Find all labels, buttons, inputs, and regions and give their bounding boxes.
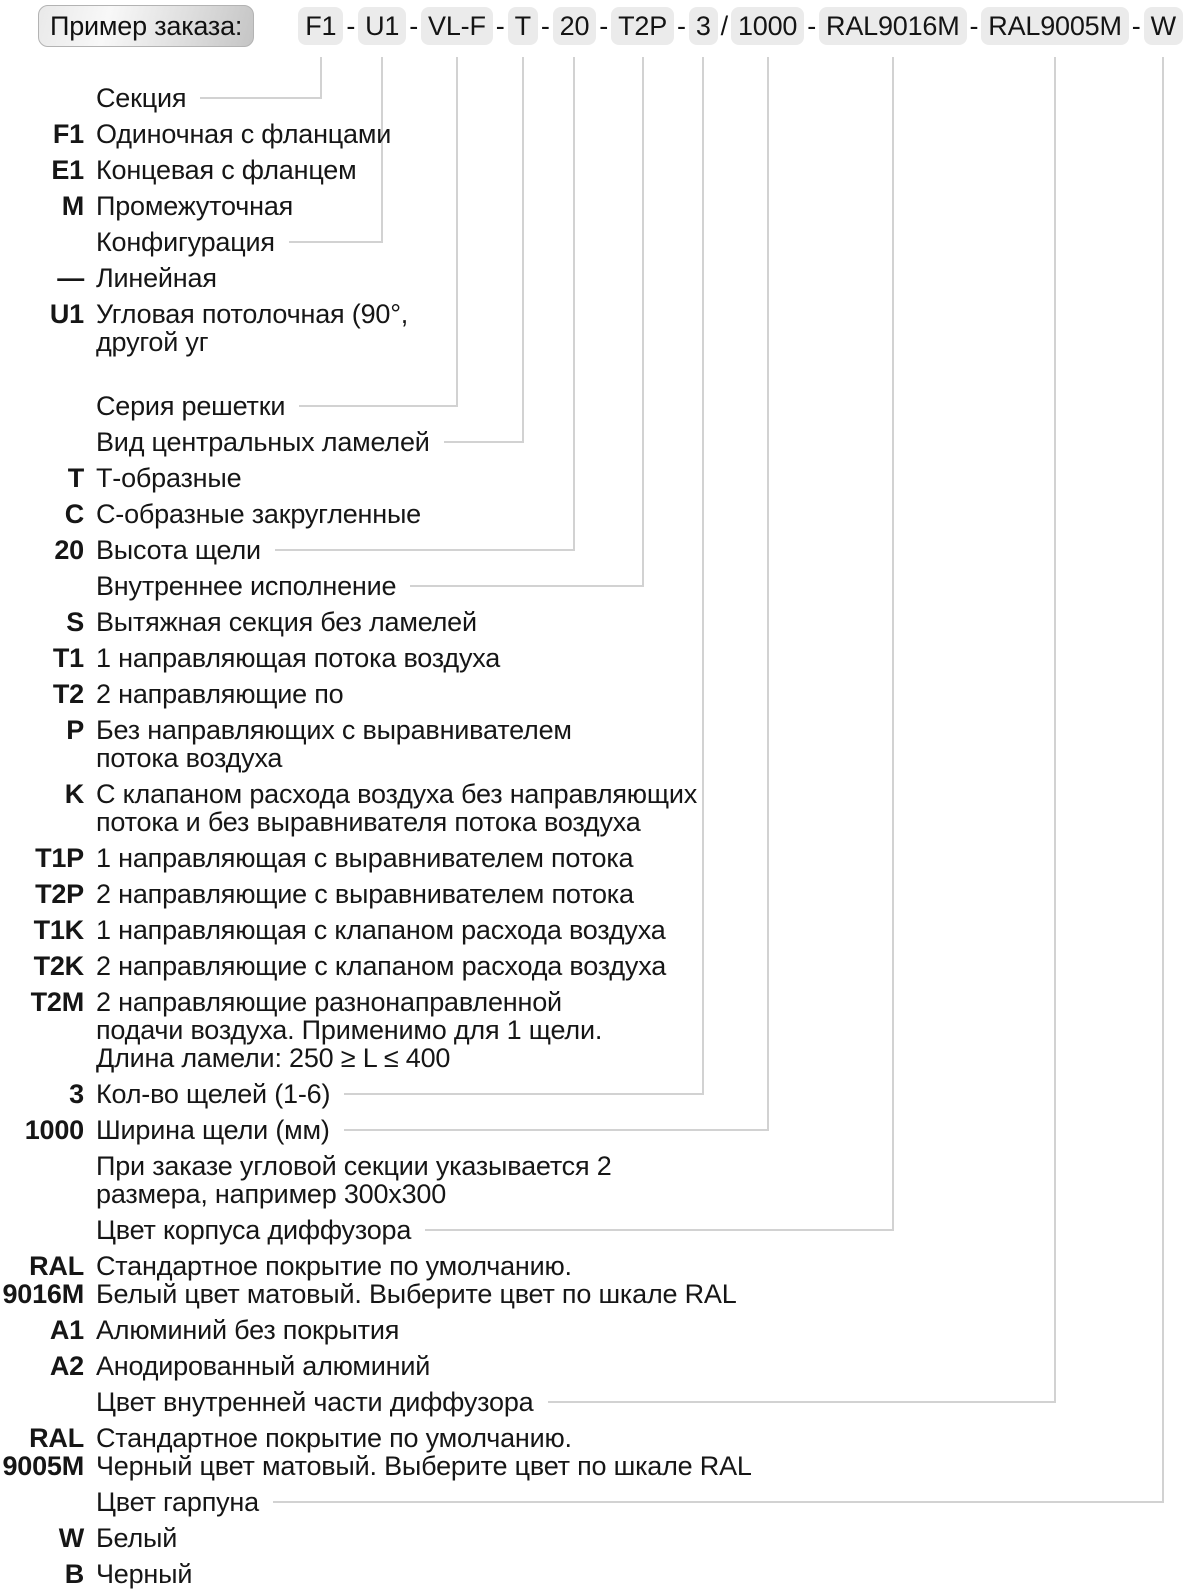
entry-text [96,1216,411,1244]
code-segment-t: T [508,7,538,45]
entry-code [0,1488,84,1516]
entry-text-line: Белый [96,1523,178,1553]
legend-entry-a1 [0,1316,1200,1344]
entry-code: T1K [33,915,84,945]
entry-code: A1 [49,1315,84,1345]
entry-code: P [66,715,84,745]
legend-header-u1 [0,228,1200,256]
legend-entry-3 [0,1080,1200,1108]
entry-code: M [61,191,84,221]
entry-text-line: Угловая потолочная (90°, [96,299,409,329]
entry-text-line: Промежуточная [96,191,294,221]
entry-text [96,228,275,256]
entry-text [96,1488,259,1516]
code-segment-1000: 1000 [731,7,804,45]
entry-text [96,644,500,672]
legend-entry-w [0,1524,1200,1552]
code-segment-20: 20 [553,7,597,45]
legend-entry-f1 [0,120,1200,148]
entry-text-line: 2 направляющие по [96,679,344,709]
entry-code: E1 [51,155,84,185]
entry-text [96,1316,399,1344]
legend-entry-t2m [0,988,1200,1072]
segment-separator: - [495,11,505,41]
segment-separator: - [1131,11,1141,41]
legend-header-t2p [0,572,1200,600]
entry-text: Стандартное покрытие по умолчанию. Белый цвет матовый. Выберите цвет по шкале RAL [96,1251,737,1309]
legend-entry-t1 [0,644,1200,672]
entry-text-line: Конфигурация [96,227,275,257]
legend-entry-t1p [0,844,1200,872]
entry-code: T2 [52,679,84,709]
entry-text-line: 2 направляющие разнонаправленной [96,987,562,1017]
entry-text [96,1080,330,1108]
entry-code [0,1388,84,1416]
entry-text: При заказе угловой секции указывается 2 размера, например 300x300 [96,1151,612,1209]
entry-text-line: Секция [96,83,187,113]
entry-text-line: 1 направляющая потока воздуха [96,643,501,673]
entry-code: T2M [30,987,84,1017]
entry-text [96,84,186,112]
entry-code: 1000 [24,1115,84,1145]
legend-entry-e1 [0,156,1200,184]
segment-separator: - [540,11,550,41]
legend-header-ral9005m [0,1388,1200,1416]
legend-header-t [0,428,1200,456]
code-segments [298,7,1183,45]
legend-header-ral9016m [0,1216,1200,1244]
entry-code: T2P [35,879,84,909]
code-segment-3: 3 [689,7,718,45]
entry-text-line: Одиночная с фланцами [96,119,392,149]
code-segment-vl-f: VL-F [421,7,493,45]
segment-separator: - [599,11,609,41]
legend-header-w [0,1488,1200,1516]
entry-text [96,880,634,908]
entry-text-line: Цвет гарпуна [96,1487,259,1517]
entry-text-line: Цвет корпуса диффузора [96,1215,412,1245]
entry-code: T1 [52,643,84,673]
entry-text [96,192,293,220]
entry-code: A2 [49,1351,84,1381]
entry-text [96,1560,192,1588]
entry-text-line: Черный [96,1559,193,1589]
legend-entry-b [0,1560,1200,1588]
code-segment-f1: F1 [298,7,343,45]
entry-text: 2 направляющие разнонаправленной подачи воздуха. Применимо для 1 щели. Длина ламели: 250 ≥ L ≤ 400 [96,987,603,1073]
entry-text [96,500,421,528]
entry-text [96,952,666,980]
legend-entry-note [0,1152,1200,1208]
entry-text-line: Высота щели [96,535,261,565]
segment-separator: - [807,11,817,41]
entry-code: RAL 9005M [2,1423,84,1481]
entry-text-line: 2 направляющие с клапаном расхода воздуха [96,951,667,981]
entry-text-line: 2 направляющие с выравнивателем потока [96,879,634,909]
code-segment-t2p: T2P [611,7,674,45]
entry-text: Стандартное покрытие по умолчанию. Черный цвет матовый. Выберите цвет по шкале RAL [96,1423,752,1481]
entry-text-line: Стандартное покрытие по умолчанию. [96,1423,572,1453]
legend-entry-a2 [0,1352,1200,1380]
entry-text-line: Серия решетки [96,391,286,421]
entry-text: Угловая потолочная (90°, другой уг [96,299,409,357]
entry-text [96,1352,430,1380]
entry-text [96,156,356,184]
legend-entry-20 [0,536,1200,564]
entry-code: — [57,263,84,293]
code-segment-ral9016m: RAL9016M [819,7,966,45]
entry-code: T2K [33,951,84,981]
entry-code: U1 [49,299,84,329]
entry-text-line: Внутреннее исполнение [96,571,397,601]
entry-text [96,264,217,292]
legend-entry-t1k [0,916,1200,944]
entry-text [96,392,285,420]
legend-entry-t [0,464,1200,492]
legend-entry-t2 [0,680,1200,708]
entry-text-line: Ширина щели (мм) [96,1115,330,1145]
segment-separator: - [677,11,686,41]
entry-text [96,572,396,600]
entry-text-line: 1 направляющая с клапаном расхода воздуха [96,915,666,945]
entry-code: B [64,1559,84,1589]
entry-text-line: Вытяжная секция без ламелей [96,607,477,637]
entry-code: W [58,1523,84,1553]
entry-text [96,1524,177,1552]
entry-text [96,428,430,456]
entry-code: C [64,499,84,529]
entry-text [96,916,666,944]
segment-slash: / [720,11,728,41]
entry-code: 3 [69,1079,84,1109]
entry-text [96,608,477,636]
entry-text-line: Цвет внутренней части диффузора [96,1387,534,1417]
legend-entry-1000 [0,1116,1200,1144]
entry-code: S [66,607,84,637]
entry-text [96,1388,534,1416]
entry-text-line: Вид центральных ламелей [96,427,430,457]
entry-text [96,536,261,564]
entry-text-line: Концевая с фланцем [96,155,357,185]
entry-text: Без направляющих с выравнивателем потока воздуха [96,715,572,773]
code-segment-u1: U1 [358,7,406,45]
legend-entry-p [0,716,1200,772]
entry-code: T1P [35,843,84,873]
legend-entry-c [0,500,1200,528]
legend-entry-s [0,608,1200,636]
legend-header-f1 [0,84,1200,112]
entry-code: K [64,779,84,809]
entry-code [0,228,84,256]
code-segment-w: W [1144,7,1183,45]
legend-entry-k [0,780,1200,836]
legend-entry-dash [0,264,1200,292]
order-code-bar [38,5,1183,47]
entry-code: 20 [54,535,84,565]
entry-code [0,392,84,420]
segment-separator: - [409,11,419,41]
legend-header-vl-f [0,392,1200,420]
entry-text [96,464,241,492]
code-segment-ral9005m: RAL9005M [981,7,1128,45]
entry-code: T [67,463,84,493]
entry-code [0,1152,84,1208]
entry-code [0,428,84,456]
entry-code [0,84,84,112]
segment-separator: - [969,11,979,41]
entry-code [0,572,84,600]
entry-text-line: Т-образные [96,463,242,493]
legend [0,84,1200,1596]
entry-text-line: 1 направляющая с выравнивателем потока [96,843,634,873]
legend-entry-ral9016m [0,1252,1200,1308]
entry-text [96,120,391,148]
legend-entry-ral9005m [0,1424,1200,1480]
entry-text-line: При заказе угловой секции указывается 2 [96,1151,612,1181]
entry-text [96,1116,330,1144]
entry-text-line: Линейная [96,263,217,293]
entry-text-line: Кол-во щелей (1-6) [96,1079,331,1109]
legend-entry-m [0,192,1200,220]
example-order-label: Пример заказа: [38,5,254,47]
entry-code [0,1216,84,1244]
legend-entry-u1 [0,300,1200,356]
entry-text: С клапаном расхода воздуха без направляющих потока и без выравнивателя потока воздуха [96,779,698,837]
entry-text-line: Алюминий без покрытия [96,1315,400,1345]
entry-text [96,844,633,872]
entry-code: F1 [52,119,84,149]
entry-text-line: Без направляющих с выравнивателем [96,715,572,745]
legend-spacer [0,364,1200,392]
segment-separator: - [346,11,356,41]
entry-text [96,680,344,708]
legend-entry-t2p [0,880,1200,908]
entry-text-line: С-образные закругленные [96,499,422,529]
entry-text-line: С клапаном расхода воздуха без направляющих [96,779,698,809]
entry-code: RAL 9016M [2,1251,84,1309]
legend-entry-t2k [0,952,1200,980]
entry-text-line: Анодированный алюминий [96,1351,431,1381]
entry-text-line: Стандартное покрытие по умолчанию. [96,1251,572,1281]
